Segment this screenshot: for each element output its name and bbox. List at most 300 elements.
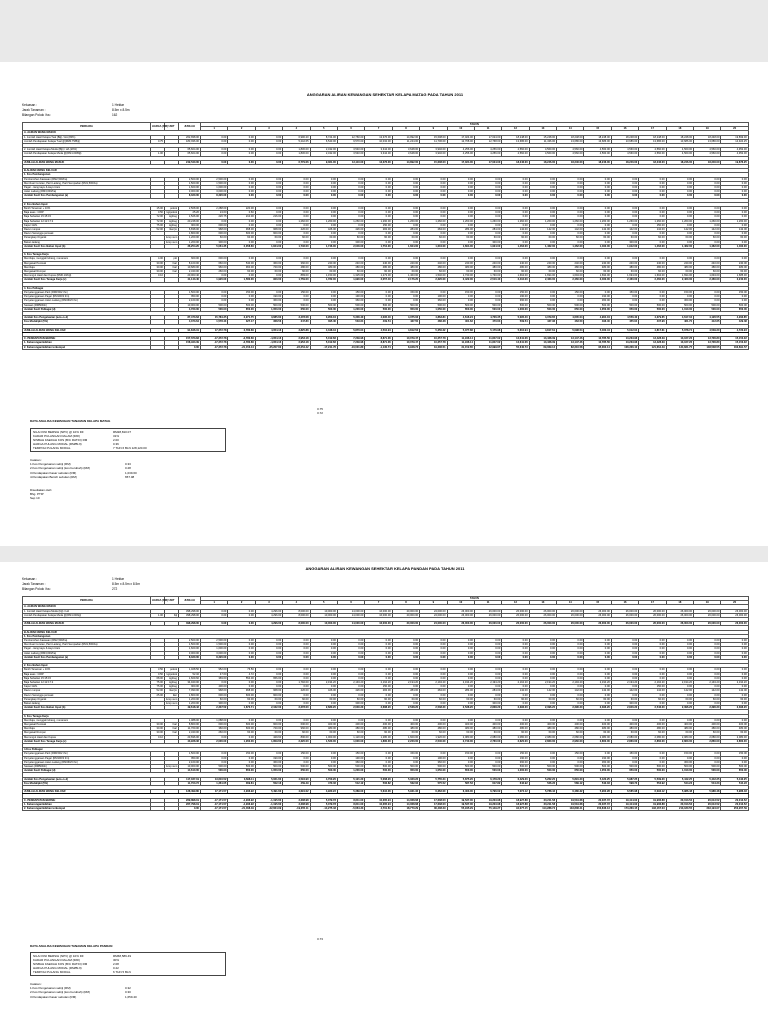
cell-value: 94,077.15 (502, 807, 529, 811)
cell-value: 190.00 (420, 756, 447, 760)
cell-value: 2,000.00 (201, 739, 228, 743)
cell-value: 0.00 (283, 651, 310, 655)
cell-value: -17,241.76 (310, 345, 337, 349)
cell-value: 190.00 (502, 756, 529, 760)
cell-value: 0.00 (283, 760, 310, 764)
cell-value: 0.00 (283, 299, 310, 303)
row-label: Jalan Ladang (RM3,000/ha) (23, 651, 151, 655)
col-header-year: 11 (474, 127, 501, 131)
cell-value: 1,200.00 (179, 697, 201, 701)
cell-value: 0.00 (557, 672, 584, 676)
cell-value (165, 345, 179, 349)
col-header-year: 19 (694, 601, 721, 605)
cell-value: 400.00 (365, 723, 392, 727)
cell-value: 0.00 (666, 756, 693, 760)
cell-value: 0.00 (557, 177, 584, 181)
cell-value: 19,414.02 (611, 798, 638, 802)
col-header-year: 17 (639, 601, 666, 605)
cell-value: 2,340.00 (179, 270, 201, 274)
row-label: Mengawal Perosak (23, 261, 151, 265)
cell-value: 589.12 (557, 781, 584, 785)
cell-value: 72.00 (151, 219, 165, 223)
cell-value: 60.00 (337, 236, 364, 240)
cell-value: 1,260.00 (420, 219, 447, 223)
cell-value: 395.30 (310, 320, 337, 324)
cell-value: 0.00 (721, 756, 748, 760)
cell-value: 1,273.00 (365, 274, 392, 278)
cell-value: 1,280.00 (365, 735, 392, 739)
cell-value: 650.00 (447, 307, 474, 311)
cell-value: 0.00 (365, 760, 392, 764)
cell-value: 0.00 (694, 223, 721, 227)
cell-value: 4,256.00 (447, 152, 474, 156)
cell-value: 6,480.32 (557, 790, 584, 794)
cell-value: 2,194.20 (639, 681, 666, 685)
cell-value: 0.00 (365, 718, 392, 722)
cell-value: 2,860.00 (584, 739, 611, 743)
cell-value: 5,095.40 (502, 316, 529, 320)
cell-value: 0.00 (283, 207, 310, 211)
cell-value: 0.00 (584, 211, 611, 215)
cell-value: 500.00 (529, 303, 556, 307)
cell-value: 2,080.00 (584, 735, 611, 739)
cell-value: 0.00 (721, 647, 748, 651)
cell-value: 2,162.00 (255, 706, 282, 710)
analysis-label: HARGA PULANG MODAL (RM/BIJI) (33, 442, 82, 446)
cell-value: 0.00 (529, 240, 556, 244)
cell-value: 10,000.00 (310, 613, 337, 617)
cell-value: 5,176.98 (474, 328, 501, 332)
col-header-year: 15 (584, 601, 611, 605)
meta-label: Bilangan Pokok /ha : (22, 587, 52, 591)
cell-value: 500.00 (201, 769, 228, 773)
cell-value: 5,079.78 (310, 798, 337, 802)
cell-value: 0.00 (639, 257, 666, 261)
cell-value: 91,846.31 (179, 328, 201, 332)
cell-value: 500.00 (392, 765, 419, 769)
cell-value: 0.00 (694, 186, 721, 190)
cell-value: 1,200.00 (179, 702, 201, 706)
cell-value: 0.00 (611, 257, 638, 261)
cell-value: 0.00 (255, 752, 282, 756)
cell-value: 0.00 (639, 190, 666, 194)
cell-value: 0.00 (557, 693, 584, 697)
cell-value: 0.00 (639, 207, 666, 211)
cell-value: 0.00 (228, 613, 255, 617)
cell-value: 150.00 (557, 752, 584, 756)
cell-value: 14,068.68 (392, 798, 419, 802)
cell-value: 142.00 (694, 228, 721, 232)
cell-value: 2,396.20 (529, 706, 556, 710)
cell-value: 31,152.65 (447, 345, 474, 349)
cell-value: 4,817.61 (529, 328, 556, 332)
cell-value: 4,504.94 (365, 328, 392, 332)
cell-value: 10,365.94 (365, 802, 392, 806)
cell-value: 0.00 (392, 639, 419, 643)
cell-value: 16,000.00 (365, 609, 392, 613)
cell-value: 1,920.00 (420, 735, 447, 739)
cell-value: 0.00 (255, 207, 282, 211)
cell-value: 600.00 (201, 257, 228, 261)
row-label: Baja asas : CIRP (23, 211, 151, 215)
cell-value: 0.00 (557, 647, 584, 651)
cell-value: 0.00 (255, 651, 282, 655)
cell-value: 500.00 (447, 765, 474, 769)
cell-value: 480.00 (474, 265, 501, 269)
cell-value: 1,730.00 (474, 274, 501, 278)
cell-value: 426.00 (283, 228, 310, 232)
row-label: Kos Modal/pkt (5%) (23, 320, 151, 324)
cell-value: lump sum (166, 697, 178, 701)
cell-value: 360.00 (337, 760, 364, 764)
cell-value: 2,508.00 (179, 207, 201, 211)
cell-value: 11,946.14 (447, 337, 474, 341)
cell-value: hari (165, 261, 179, 265)
cell-value: 4,560.00 (584, 152, 611, 156)
cell-value: 0.00 (474, 295, 501, 299)
cell-value: 500.00 (474, 765, 501, 769)
cell-value: 2,860.00 (639, 739, 666, 743)
cell-value: 1,580.00 (228, 278, 255, 282)
cell-value: 0.00 (666, 647, 693, 651)
cell-value: 0.00 (420, 181, 447, 185)
sheet-meta (22, 577, 748, 592)
cell-value: 0.00 (420, 718, 447, 722)
row-label: Jumlah Kecil Kos Pembangunan (a) (23, 194, 151, 198)
cell-value: 0.00 (201, 760, 228, 764)
cell-value: 0.00 (639, 672, 666, 676)
cell-value: 3.50 (151, 668, 165, 672)
cell-value: 18,246.00 (557, 160, 584, 164)
cell-value: 148,538.55 (694, 345, 721, 349)
cell-value: 5,460.44 (584, 328, 611, 332)
cell-value: 10,000.00 (310, 609, 337, 613)
cell-value: 0.00 (283, 190, 310, 194)
row-label: Jumlah Kecil Kos Pembangunan (a) (23, 655, 151, 659)
cell-value: 25.20 (179, 211, 201, 215)
cell-value: 0.00 (310, 651, 337, 655)
cell-value: 14,000.00 (337, 609, 364, 613)
cell-value: 26,000.00 (502, 613, 529, 617)
cell-value: 0.00 (611, 181, 638, 185)
cell-value: 0.00 (474, 655, 501, 659)
cell-value: 0.00 (337, 257, 364, 261)
cell-value: 960.00 (201, 265, 228, 269)
cell-value: 300.00 (201, 702, 228, 706)
cell-value: 0.00 (447, 257, 474, 261)
cell-value: 0.00 (611, 693, 638, 697)
cell-value: 0.00 (228, 223, 255, 227)
cell-value: 300.00 (611, 702, 638, 706)
cell-value: 4,256.00 (474, 148, 501, 152)
cell-value: 26,000.00 (474, 609, 501, 613)
cell-value: 0.00 (666, 676, 693, 680)
cell-value: 18,246.00 (694, 160, 721, 164)
cell-value: 0.00 (228, 681, 255, 685)
cell-value: 0.00 (420, 676, 447, 680)
cell-value: 1,844.00 (255, 244, 282, 248)
cell-value: 1,920.00 (201, 278, 228, 282)
cell-value: 480.00 (365, 265, 392, 269)
cell-value: 0.00 (474, 639, 501, 643)
row-label: Racun Serangga perosak (23, 232, 151, 236)
cell-value: 4,539.20 (694, 328, 721, 332)
cell-value: 500.00 (529, 769, 556, 773)
cell-value: 75.00 (151, 681, 165, 685)
analysis-label: KADAR PULANGAN DALAM (IRR) (33, 434, 80, 438)
cell-value: 12,768.00 (447, 139, 474, 143)
cell-value: 1,260.00 (557, 219, 584, 223)
cell-value: 150.00 (666, 291, 693, 295)
cell-value: 0.00 (639, 756, 666, 760)
cell-value: 500.00 (420, 765, 447, 769)
cell-value: 10,000.00 (179, 765, 201, 769)
cell-value: 0.00 (611, 177, 638, 181)
cell-value: 500.00 (283, 303, 310, 307)
cell-value: 8,611.00 (337, 802, 364, 806)
cell-value: -14,275.33 (310, 807, 337, 811)
cell-value: 60.00 (228, 236, 255, 240)
cell-value: 10,079.47 (392, 337, 419, 341)
cell-value: 1,260.00 (502, 219, 529, 223)
row-label: 1. Jumlah Hasil Kelapa Tual (Biji) / HA (80%) (23, 135, 151, 139)
cell-value: 150.00 (337, 291, 364, 295)
cell-value: 0.00 (255, 177, 282, 181)
cell-value: 60.00 (611, 731, 638, 735)
cell-value: 240.00 (694, 261, 721, 265)
cell-value: 0.00 (529, 718, 556, 722)
notes (30, 982, 137, 999)
cell-value: 426.00 (310, 228, 337, 232)
cell-value: 142.00 (611, 228, 638, 232)
cell-value: 0.00 (283, 223, 310, 227)
cell-value: 4,296.00 (255, 613, 282, 617)
cell-value: 60.00 (611, 697, 638, 701)
cell-value: 500.00 (365, 303, 392, 307)
cell-value: 60.00 (365, 697, 392, 701)
note-label: 3.Pendapatan Kasar sebulan (RM) (30, 994, 77, 999)
cell-value: 26,000.00 (584, 609, 611, 613)
cell-value: 0.00 (255, 702, 282, 706)
cell-value: 60.00 (420, 270, 447, 274)
row-label: Penyelenggaraan Jalan Ladang (RM360/3 thn) (23, 299, 151, 303)
cell-value: 4,560.00 (666, 148, 693, 152)
cell-value: 60.00 (474, 270, 501, 274)
cell-value: 0.00 (392, 702, 419, 706)
cell-value: 0.00 (474, 643, 501, 647)
cell-value: 5,121.20 (337, 777, 364, 781)
cell-value: 5,389.00 (337, 790, 364, 794)
row-label: Perangkap Organik (23, 697, 151, 701)
cell-value: 1,754.00 (365, 244, 392, 248)
cell-value: 300.00 (474, 702, 501, 706)
cell-value: 0.00 (502, 232, 529, 236)
cell-value: 0.00 (721, 676, 748, 680)
row-label: Kapur GML (23, 685, 151, 689)
cell-value: liter (165, 693, 179, 697)
cell-value: 6,779.06 (283, 160, 310, 164)
cell-value: 0.00 (611, 190, 638, 194)
cell-value: 650.00 (557, 769, 584, 773)
cell-value: 0.00 (201, 295, 228, 299)
cell-value: 2,630.20 (337, 706, 364, 710)
cell-value: 18,248.00 (557, 135, 584, 139)
cell-value: 5,604.94 (502, 328, 529, 332)
cell-value: 0.00 (228, 735, 255, 739)
cell-value: 426.00 (337, 689, 364, 693)
cell-value: 0.00 (694, 232, 721, 236)
cell-value: 0.00 (639, 177, 666, 181)
cell-value: 0.00 (420, 190, 447, 194)
cell-value: 60.00 (283, 731, 310, 735)
cell-value: 30.00 (151, 727, 165, 731)
cell-value: 480.00 (611, 265, 638, 269)
cell-value: 4,701.61 (365, 807, 392, 811)
cell-value: 12,641.06 (502, 341, 529, 345)
cell-value: 1,200.00 (502, 307, 529, 311)
row-label: 3. Kos Tenaga Kerja (23, 253, 749, 257)
cell-value: 60.00 (392, 236, 419, 240)
cell-value: 0.00 (611, 760, 638, 764)
cell-value: 1,990.00 (337, 278, 364, 282)
cell-value: 142.00 (694, 689, 721, 693)
cell-value: 0.00 (392, 186, 419, 190)
cell-value: 0.00 (255, 274, 282, 278)
cell-value: 0.00 (228, 639, 255, 643)
cell-value: 600.00 (228, 727, 255, 731)
cell-value: 0.00 (721, 643, 748, 647)
cell-value: 60.00 (639, 697, 666, 701)
cell-value: 0.00 (557, 756, 584, 760)
cell-value: 500.00 (639, 765, 666, 769)
cell-value: 13,686.00 (584, 139, 611, 143)
cell-value: 87,473.63 (179, 316, 201, 320)
cell-value: 0.00 (529, 676, 556, 680)
cell-value: 2,194.20 (666, 681, 693, 685)
cell-value: 0.00 (365, 240, 392, 244)
cell-value: 60.00 (694, 697, 721, 701)
cell-value: 18,248.00 (666, 135, 693, 139)
cell-value: -25,207.60 (255, 345, 282, 349)
cell-value: 0.50 (151, 211, 165, 215)
cell-value: 0.00 (392, 668, 419, 672)
cell-value: 240.00 (337, 261, 364, 265)
cell-value: 0.00 (420, 207, 447, 211)
cell-value: 720.00 (255, 265, 282, 269)
cell-value: 240.00 (502, 261, 529, 265)
col-header-item: PERKARA (23, 123, 151, 131)
cell-value: 0.00 (557, 668, 584, 672)
cell-value: 500.00 (365, 307, 392, 311)
cell-value: 3,478.08 (283, 316, 310, 320)
col-header-year: 10 (447, 601, 474, 605)
cell-value: 0.00 (201, 622, 228, 626)
cell-value: 0.00 (310, 639, 337, 643)
cell-value: 2,740.00 (447, 739, 474, 743)
cell-value: 2,278.00 (283, 706, 310, 710)
note-label: 2.Kos Pengeluaran sebiji (kos berubah) (RM) (30, 990, 91, 995)
cell-value: 2,500.00 (201, 639, 228, 643)
row-label: JUMLAH ALIRAN WANG MASUK (23, 622, 151, 626)
cell-value: kg/beg (165, 215, 179, 219)
cell-value: 650.00 (721, 769, 748, 773)
cell-value: -17,171.57 (201, 802, 228, 806)
cell-value: 0.00 (502, 647, 529, 651)
cell-value: 4,560.00 (529, 152, 556, 156)
cell-value: 20,037.72 (584, 802, 611, 806)
cell-value: 1,500.00 (179, 643, 201, 647)
cell-value: 5,986.48 (694, 790, 721, 794)
cell-value: 0.00 (201, 148, 228, 152)
row-label: 2. Keberungan/lebihan terkumpul (23, 345, 151, 349)
cell-value: 60.00 (310, 697, 337, 701)
cell-value: 0.00 (310, 643, 337, 647)
cell-value: 398,298.00 (179, 622, 201, 626)
cell-value: 660.00 (201, 261, 228, 265)
cell-value: 18,246.00 (639, 160, 666, 164)
cell-value: lump sum (166, 765, 178, 769)
cell-value: 0.00 (502, 186, 529, 190)
cell-value: 0.00 (721, 177, 748, 181)
cell-value: 0.00 (255, 655, 282, 659)
cell-value: 60.00 (666, 236, 693, 240)
cell-value: 8,320.00 (201, 655, 228, 659)
cell-value: 409.54 (365, 320, 392, 324)
cell-value: 0.00 (365, 672, 392, 676)
cell-value: 412.65 (694, 320, 721, 324)
cell-value: 0.00 (557, 215, 584, 219)
cell-value: 24.60 (201, 211, 228, 215)
cell-value: 327.17 (228, 320, 255, 324)
cell-value: 190.00 (337, 295, 364, 299)
cell-value: 55,640.73 (502, 345, 529, 349)
cell-value: 0.00 (584, 177, 611, 181)
cell-value: lump sum (166, 240, 178, 244)
cell-value: 0.00 (694, 647, 721, 651)
meta-label: Bilangan Pokok /ha : (22, 113, 52, 117)
cell-value: 10,000.00 (179, 303, 201, 307)
cell-value: 480.00 (694, 727, 721, 731)
cell-value: 0.00 (201, 752, 228, 756)
cell-value: 461.62 (447, 320, 474, 324)
cell-value: 5,068.20 (365, 777, 392, 781)
cell-value: 0.00 (392, 676, 419, 680)
cell-value: 0.00 (447, 685, 474, 689)
cell-value: 150.00 (721, 291, 748, 295)
cell-value: 532.02 (392, 781, 419, 785)
cell-value: 500.00 (557, 303, 584, 307)
cell-value: 240.00 (420, 261, 447, 265)
cell-value: 600.00 (228, 232, 255, 236)
cell-value: 0.00 (447, 223, 474, 227)
cell-value: 0.00 (283, 647, 310, 651)
cell-value: 1,904.00 (474, 244, 501, 248)
cell-value: 0.00 (228, 152, 255, 156)
cell-value: 0.00 (721, 299, 748, 303)
cell-value: 2,953.18 (283, 341, 310, 345)
cell-value: 0.00 (694, 655, 721, 659)
cell-value: 0.00 (666, 295, 693, 299)
cell-value: 1,260.00 (447, 219, 474, 223)
cell-value: 0.00 (529, 223, 556, 227)
cell-value: 0.00 (611, 672, 638, 676)
cell-value: 4,760.00 (179, 307, 201, 311)
cell-value: 650.00 (392, 307, 419, 311)
row-label: Jumlah Kecil Kos Bahan Input (b) (23, 706, 151, 710)
cell-value: 480.00 (666, 265, 693, 269)
cell-value: 0.00 (310, 676, 337, 680)
cell-value: 617.82 (474, 781, 501, 785)
